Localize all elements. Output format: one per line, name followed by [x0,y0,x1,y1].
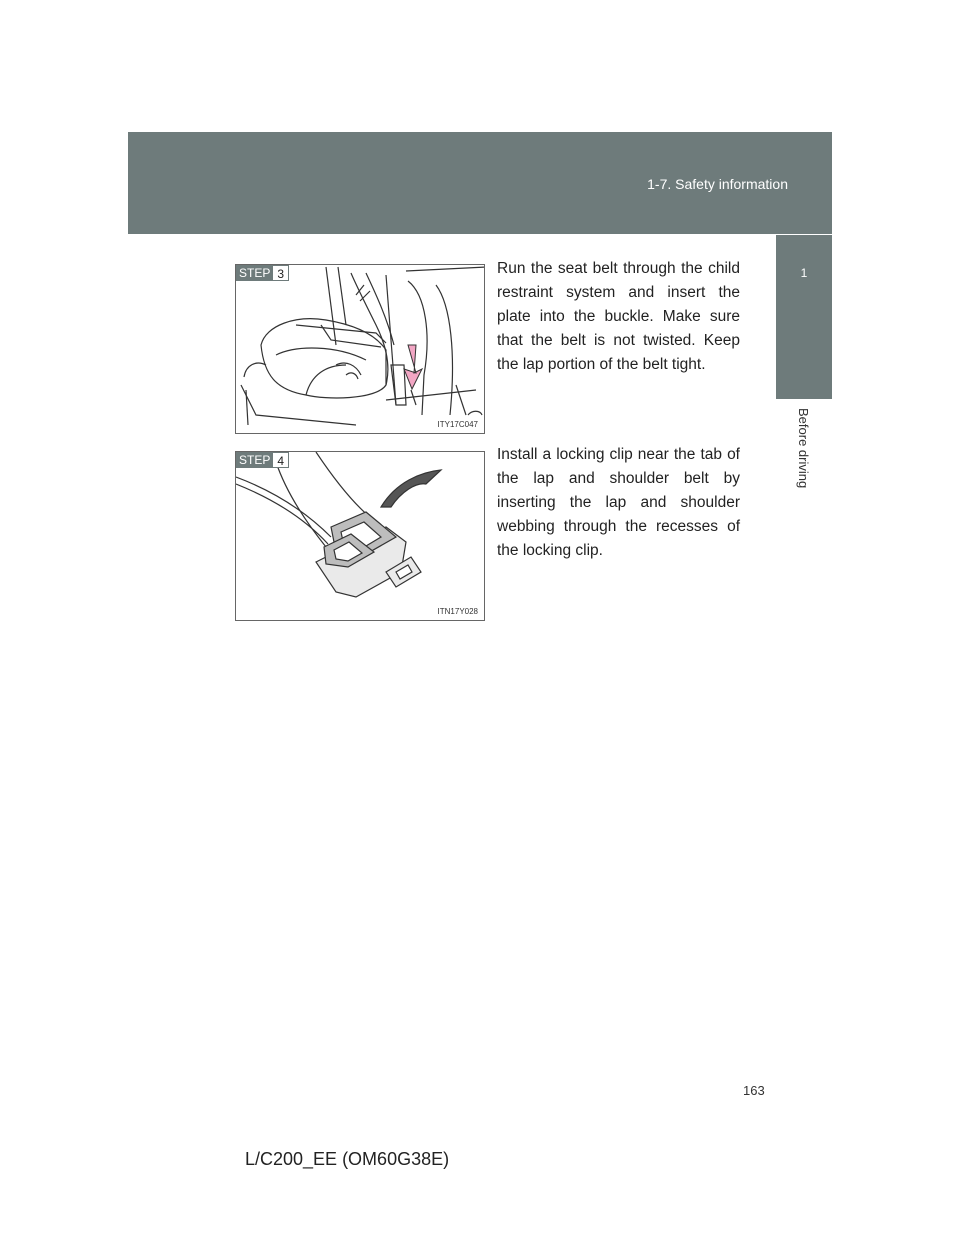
step-label: STEP [236,265,273,281]
figure-code: ITN17Y028 [437,607,478,616]
locking-clip-illustration [236,452,484,620]
step-3-badge [236,265,289,281]
step-3-text: Run the seat belt through the child restraint system and insert the plate into the buckle. Make sure that the belt is not twisted. Keep the lap portion of the belt tight. [497,260,740,373]
step-number: 4 [273,452,289,468]
figure-code: ITY17C047 [437,420,478,429]
step-label: STEP [236,452,273,468]
step-4-badge [236,452,289,468]
chapter-tab [776,235,832,399]
down-arrow-icon [404,345,422,389]
chapter-number: 1 [800,266,808,280]
page-number: 163 [743,1083,765,1098]
document-code: L/C200_EE (OM60G38E) [245,1149,450,1169]
step-4-figure [235,451,485,621]
step-number: 3 [273,265,289,281]
step-4-text: Install a locking clip near the tab of the lap and shoulder belt by inserting the lap and shoulder webbing through the recesses of the locking clip. [497,446,740,559]
chapter-label: Before driving [796,408,811,489]
section-title: 1-7. Safety information [647,176,788,192]
step-3-figure [235,264,485,434]
section-header [128,132,832,234]
child-seat-illustration [236,265,484,433]
